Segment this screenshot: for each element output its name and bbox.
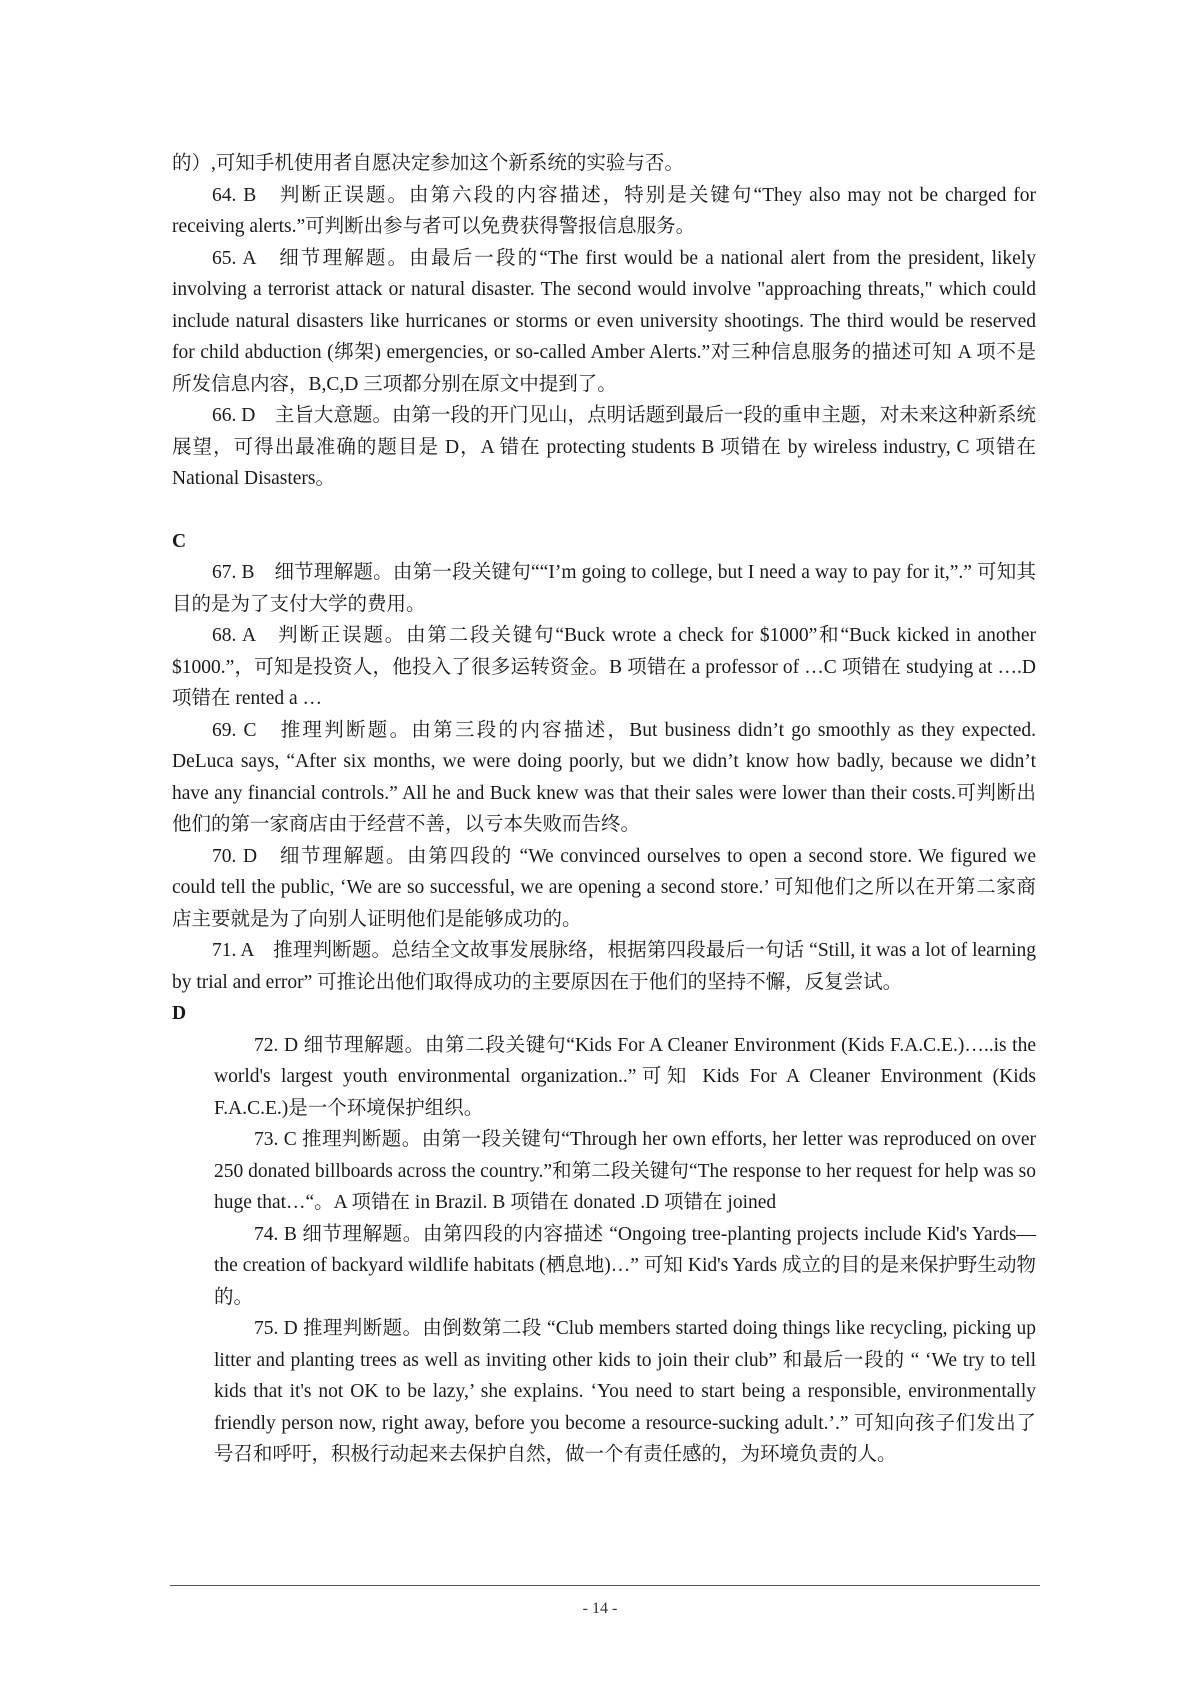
answer-65: 65. A 细节理解题。由最后一段的“The first would be a national alert from the president, likely involving a terrorist attack or natural disaster. The second would involve "approaching threats," which could include natural disasters like hurricanes or storms or even university shootings. The third would be reserved for child abduction (绑架) emergencies, or so-called Amber Alerts.”对三种信息服务的描述可知 A 项不是所发信息内容，B,C,D 三项都分别在原文中提到了。 [172, 247, 1036, 395]
spacer [172, 495, 1036, 526]
answer-71: 71. A 推理判断题。总结全文故事发展脉络，根据第四段最后一句话 “Still, it was a lot of learning by trial and error” 可推论出他们取得成功的主要原因在于他们的坚持不懈，反复尝试。 [172, 940, 1036, 993]
paragraph-continuation: 的）,可知手机使用者自愿决定参加这个新系统的实验与否。 [172, 153, 684, 174]
answer-64: 64. B 判断正误题。由第六段的内容描述，特别是关键句“They also may not be charged for receiving alerts.”可判断出参与者可以免费获得警报信息服务。 [172, 184, 1036, 237]
answer-70: 70. D 细节理解题。由第四段的 “We convinced ourselves to open a second store. We figured we could tell the public, ‘We are so successful, we are opening a second store.’ 可知他们之所以在开第二家商店主要就是为了向别人证明他们是能够成功的。 [172, 845, 1036, 930]
section-heading-d: D [172, 1003, 187, 1024]
answer-72: 72. D 细节理解题。由第二段关键句“Kids For A Cleaner Environment (Kids F.A.C.E.)…..is the world's largest youth environmental organization..”可知 Kids For A Cleaner Environment (Kids F.A.C.E.)是一个环境保护组织。 [214, 1034, 1036, 1119]
section-d-block [172, 1030, 1036, 1471]
answer-73: 73. C 推理判断题。由第一段关键句“Through her own efforts, her letter was reproduced on over 250 donated billboards across the country.”和第二段关键句“The response to her request for help was so huge that…“。A 项错在 in Brazil. B 项错在 donated .D 项错在 joined [214, 1129, 1036, 1213]
section-heading-c: C [172, 530, 187, 552]
answer-75: 75. D 推理判断题。由倒数第二段 “Club members started doing things like recycling, picking up litter and planting trees as well as inviting other kids to join their club” 和最后一段的 “ ‘We try to tell kids that it's not OK to be lazy,’ she explains. ‘You need to start being a responsible, environmentally friendly person now, right away, before you become a resource-sucking adult.’.” 可知向孩子们发出了号召和呼吁，积极行动起来去保护自然，做一个有责任感的，为环境负责的人。 [214, 1318, 1036, 1465]
answer-67: 67. B 细节理解题。由第一段关键句““I’m going to college, but I need a way to pay for it,”.” 可知其目的是为了支付大学的费用。 [172, 562, 1036, 615]
page-number: - 14 - [582, 1600, 618, 1617]
answer-explanations [172, 148, 1036, 1471]
answer-66: 66. D 主旨大意题。由第一段的开门见山，点明话题到最后一段的重申主题，对未来这种新系统展望，可得出最准确的题目是 D，A 错在 protecting students B 项错在 by wireless industry, C 项错在 National Disasters。 [172, 405, 1036, 489]
answer-69: 69. C 推理判断题。由第三段的内容描述，But business didn’t go smoothly as they expected. DeLuca says, “After six months, we were doing poorly, but we didn’t know how badly, because we didn’t have any financial controls.” All he and Buck knew was that their sales were lower than their costs.可判断出他们的第一家商店由于经营不善，以亏本失败而告终。 [172, 719, 1036, 835]
answer-74: 74. B 细节理解题。由第四段的内容描述 “Ongoing tree-planting projects include Kid's Yards—the creation of backyard wildlife habitats (栖息地)…” 可知 Kid's Yards 成立的目的是来保护野生动物的。 [214, 1223, 1036, 1308]
footer-divider [170, 1585, 1040, 1586]
answer-68: 68. A 判断正误题。由第二段关键句“Buck wrote a check for $1000”和“Buck kicked in another $1000.”，可知是投资人，他投入了很多运转资金。B 项错在 a professor of …C 项错在 studying at ….D 项错在 rented a … [172, 625, 1036, 709]
